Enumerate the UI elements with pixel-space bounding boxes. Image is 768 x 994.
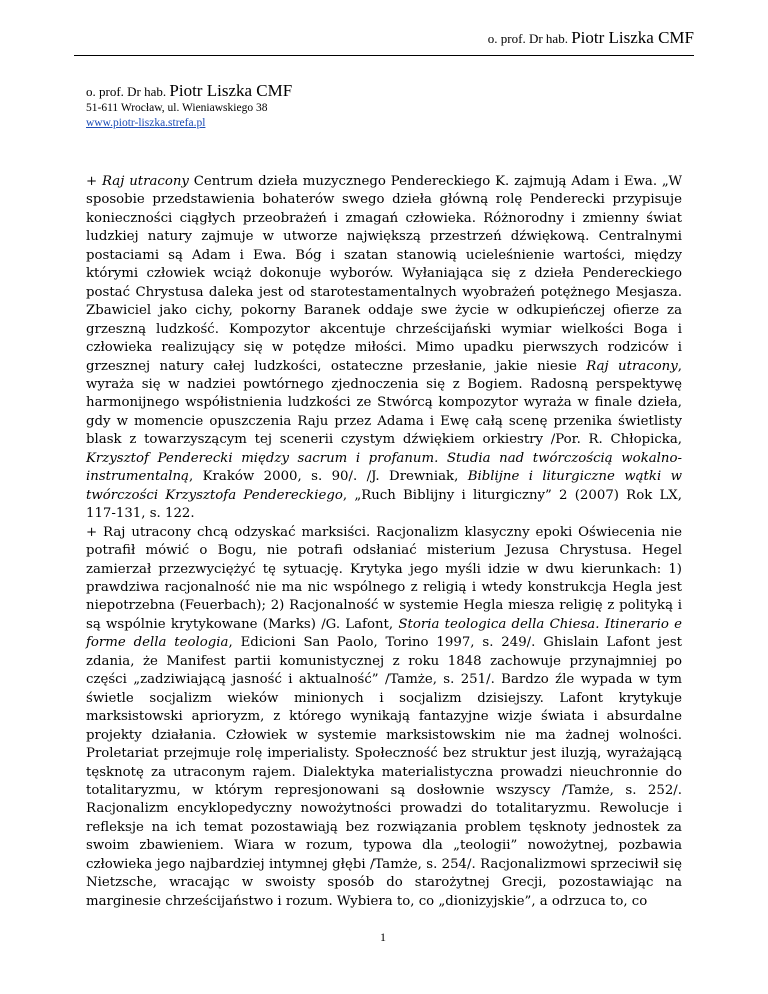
author-line xyxy=(86,82,292,101)
page-number: 1 xyxy=(380,930,386,944)
italic-citation: Krzysztof Penderecki między sacrum i profanum. Studia nad twórczością wokalno-instrumentalną xyxy=(86,450,682,485)
header-title-prefix: o. prof. Dr hab. xyxy=(487,31,568,46)
text-run: + xyxy=(86,174,102,189)
text-run: , Kraków 2000, s. 90/. /J. Drewniak, xyxy=(188,469,468,485)
text-run: , „Ruch Biblijny i liturgiczny” 2 (2007) Rok LX, 117-131, s. 122. xyxy=(86,487,683,522)
italic-citation: Storia teologica della Chiesa. Itinerario e forme della teologia xyxy=(86,616,682,651)
author-block xyxy=(86,82,292,131)
italic-citation: Raj utracony xyxy=(101,174,189,189)
author-name: Piotr Liszka CMF xyxy=(169,81,293,100)
running-header xyxy=(488,28,694,48)
author-title-prefix: o. prof. Dr hab. xyxy=(86,84,167,99)
paragraph-raj-utracony xyxy=(86,173,682,524)
author-address: 51-611 Wrocław, ul. Wieniawskiego 38 xyxy=(86,102,268,114)
text-run: , wyraża się w nadziei powtórnego zjednoczenia się z Bogiem. Radosną perspektywę harmonijnego współistnienia ludzkości ze Stwórcą kompozytor wyraża w finale dzieła, gdy w momencie opuszczenia Raju przez Adama i Ewę całą scenę przenika świetlisty blask z towarzyszącym tej scenerii czystym dźwiękiem orkiestry /Por. R. Chłopicka, xyxy=(86,358,682,448)
text-run: + Raj utracony chcą odzyskać marksiści. Racjonalizm klasyczny epoki Oświecenia nie potrafił mówić o Bogu, nie potrafi odsłaniać misterium Jezusa Chrystusa. Hegel zamierzał przezwyciężyć tę sytuację. Krytyka jego myśli idzie w dwu kierunkach: 1) prawdziwa racjonalność nie ma nic wspólnego z religią i wtedy konstrukcja Hegla jest niepotrzebna (Feuerbach); 2) Racjonalność w systemie Hegla miesza religię z polityką i są wspólnie krytykowane (Marks) /G. Lafont, xyxy=(86,524,682,632)
italic-citation: Raj utracony xyxy=(586,358,678,374)
author-website-link[interactable]: www.piotr-liszka.strefa.pl xyxy=(86,117,206,129)
italic-citation: Biblijne i liturgiczne wątki w twórczości Krzysztofa Pendereckiego xyxy=(86,469,682,503)
text-run: Centrum dzieła muzycznego Pendereckiego K. zajmują Adam i Ewa. „W sposobie przedstawienia bohaterów swego dzieła główną rolę Penderecki przypisuje konieczności ciągłych przeobrażeń i zmagań człowieka. Różnorodny i zmienny świat ludzkiej natury zajmuje w utworze największą przestrzeń dźwiękową. Centralnymi postaciami są Adam i Ewa. Bóg i szatan stanowią ucieleśnienie wartości, między którymi człowiek wciąż dokonuje wyborów. Wyłaniająca się z dzieła Pendereckiego postać Chrystusa daleka jest od starotestamentalnych wyobrażeń potężnego Mesjasza. Zbawiciel jako cichy, pokorny Baranek oddaje swe życie w odkupieńczej ofierze za grzeszną ludzkość. Kompozytor akcentuje chrześcijański wymiar wielkości Boga i człowieka realizujący się w potędze miłości. Mimo upadku pierwszych rodziców i grzesznej natury całej ludzkości, ostateczne przesłanie, jakie niesie xyxy=(86,174,682,374)
header-divider xyxy=(74,55,694,56)
header-author-name: Piotr Liszka CMF xyxy=(571,28,694,47)
paragraph-marksisci xyxy=(86,524,682,912)
document-body xyxy=(86,173,682,911)
text-run: , Edicioni San Paolo, Torino 1997, s. 249/. Ghislain Lafont jest zdania, że Manifest partii komunistycznej z roku 1848 zachowuje przynajmniej po części „zadziwiającą jasność i aktualność” /Tamże, s. 251/. Bardzo źle wypada w tym świetle socjalizm wieków minionych i socjalizm dzisiejszy. Lafont krytykuje marksistowski aprioryzm, z którego wynikają fantazyjne wizje świata i absurdalne projekty działania. Człowiek w systemie marksistowskim nie ma żadnej wolności. Proletariat przejmuje rolę imperialisty. Społeczność bez struktur jest iluzją, wyrażającą tęsknotę za utraconym rajem. Dialektyka materialistyczna prowadzi nieuchronnie do totalitaryzmu, w którym represjonowani są dosłownie wszyscy /Tamże, s. 252/. Racjonalizm encyklopedyczny nowożytności prowadzi do totalitaryzmu. Rewolucje i refleksje na ich temat pozostawiają bez rozwiązania problem tęsknoty jednostek za swoim zbawieniem. Wiara w rozum, typowa dla „teologii” nowożytnej, pozbawia człowieka jego najbardziej intymnej głębi /Tamże, s. 254/. Racjonalizmowi sprzeciwił się Nietzsche, wracając w swoisty sposób do starożytnej Grecji, pozostawiając na marginesie chrześcijaństwo i rozum. Wybiera to, co „dionizyjskie”, a odrzuca to, co xyxy=(86,635,682,909)
